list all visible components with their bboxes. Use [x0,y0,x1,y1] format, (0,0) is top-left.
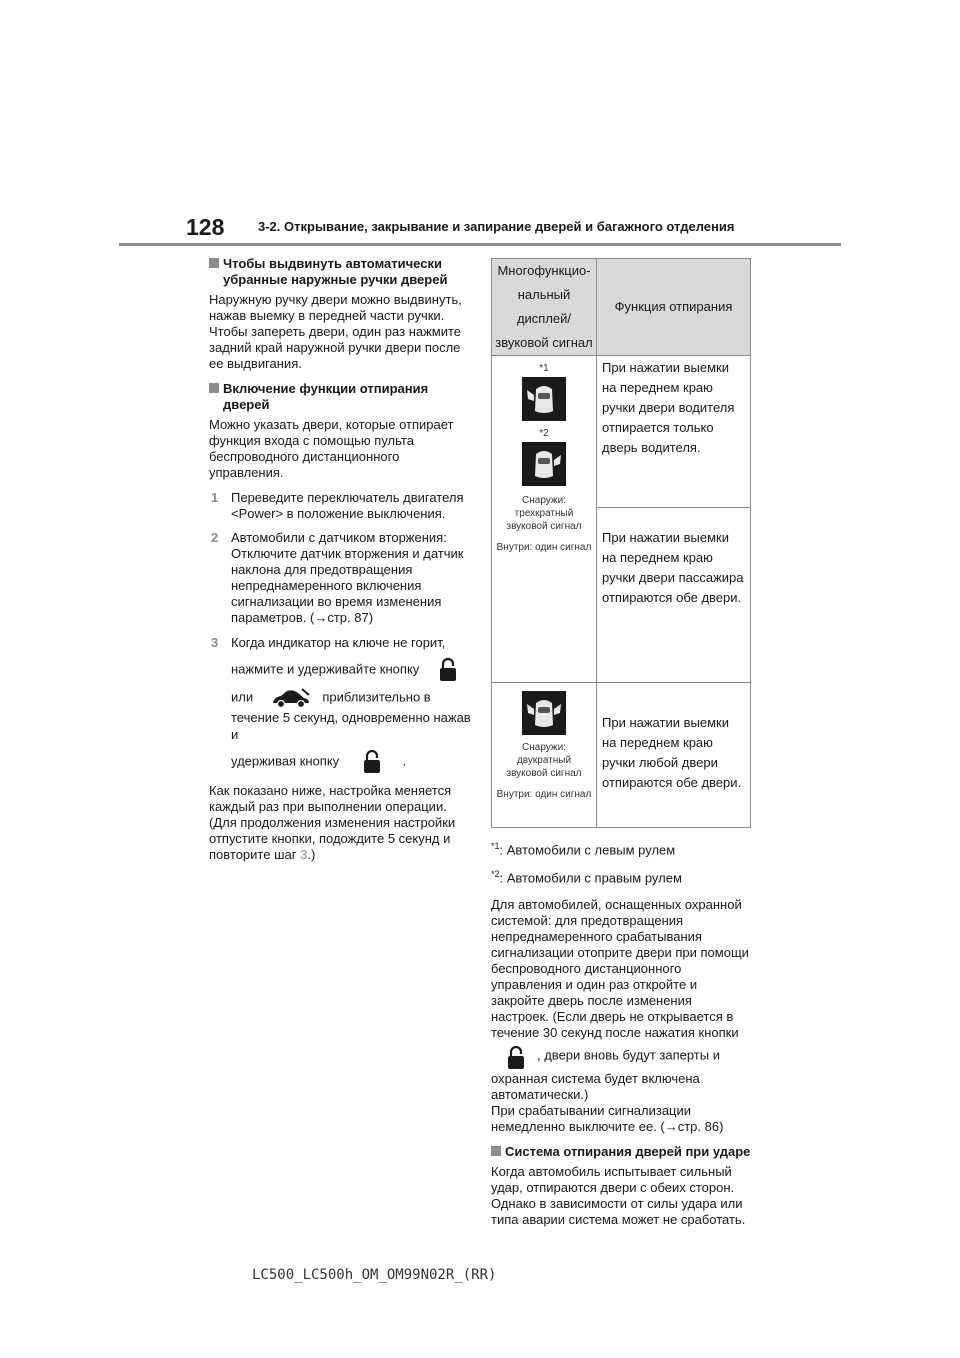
step-3: 3 Когда индикатор на ключе не горит, нажмите и удерживайте кнопку или приблизительно в течение 5 секунд, одновременно нажав и удерживая кнопку . [209,634,471,775]
beep-inside-label: Внутри: один сигнал [496,542,592,553]
trunk-car-icon [271,687,311,709]
table-cell-desc-any: При нажатии выемки на переднем краю ручки любой двери отпираются обе двери. [597,683,751,828]
header-rule [119,243,841,246]
paragraph-alarm-cont: , двери вновь будут заперты и охранная система будет включена автоматически.) [491,1041,751,1103]
table-header-function: Функция отпирания [597,259,751,356]
table-cell-desc-driver: При нажатии выемки на переднем краю ручки двери водителя отпирается только дверь водителя. [597,356,751,508]
section-title: 3-2. Открывание, закрывание и запирание дверей и багажного отделения [258,219,735,234]
document-code: LC500_LC500h_OM_OM99N02R_(RR) [252,1267,497,1283]
left-column [209,256,471,872]
paragraph-handles: Наружную ручку двери можно выдвинуть, нажав выемку в передней части ручки. Чтобы запереть двери, один раз нажмите задний край наружной ручки двери после ее выдвигания. [209,292,462,371]
footnote-2: $^{*2}$: Автомобили с правым рулем [491,869,682,886]
lock-icon [361,749,383,775]
footnote-1: $^{*1}$: Автомобили с левым рулем [491,841,676,858]
car-door-open-icon [522,691,566,735]
lock-icon [505,1045,527,1071]
table-cell-desc-passenger: При нажатии выемки на переднем краю ручки двери пассажира отпираются обе двери. [597,507,751,682]
table-cell-icons-row1 [492,356,597,683]
paragraph-alarm-off: При срабатывании сигнализации немедленно выключите ее. (→стр. 86) [491,1102,724,1134]
table-header-display: Многофункцио-нальный дисплей/ звуковой сигнал [492,259,597,356]
car-door-open-icon [522,377,566,421]
heading-impact-unlock: Система отпирания дверей при ударе [491,1144,751,1160]
heading-handles: Чтобы выдвинуть автоматически убранные наружные ручки дверей [209,256,471,288]
beep-outside-label: Снаружи: двукратный звуковой сигнал [506,742,582,779]
car-door-open-icon [522,442,566,486]
beep-inside-label: Внутри: один сигнал [496,789,592,800]
footnote-mark-1: *1 [539,363,549,374]
lock-icon [437,657,459,683]
paragraph-setting-change: Как показано ниже, настройка меняется каждый раз при выполнении операции. (Для продолжения изменения настройки отпустите кнопки, подождите 5 секунд и повторите шаг 3.) [209,783,456,862]
square-bullet-icon [209,383,219,393]
page-number: 128 [186,214,225,240]
unlock-function-table [491,258,751,828]
step-2: 2 Автомобили с датчиком вторжения: Отключите датчик вторжения и датчик наклона для предотвращения непреднамеренного включения сигнализации во время изменения параметров. (→стр. 87) [211,530,464,625]
right-column [491,256,751,1237]
step-1: 1 Переведите переключатель двигателя <Power> в положение выключения. [211,490,464,521]
square-bullet-icon [209,258,219,268]
heading-unlock-function: Включение функции отпирания дверей [209,381,471,413]
paragraph-impact-unlock: Когда автомобиль испытывает сильный удар, отпираются двери с обеих сторон. Однако в зависимости от силы удара или типа аварии система может не сработать. [491,1163,746,1227]
footnote-mark-2: *2 [539,428,549,439]
beep-outside-label: Снаружи: трехкратный звуковой сигнал [506,495,582,532]
table-cell-icons-row2 [492,683,597,828]
paragraph-alarm: Для автомобилей, оснащенных охранной системой: для предотвращения непреднамеренного срабатывания сигнализации отоприте двери при помощи беспроводного дистанционного управления и один раз откройте и закройте дверь после изменения настроек. (Если дверь не открывается в течение 30 секунд после нажатия кнопки [491,896,749,1040]
paragraph-unlock-function: Можно указать двери, которые отпирает функция входа с помощью пульта беспроводного дистанционного управления. [209,417,454,480]
square-bullet-icon [491,1146,501,1156]
